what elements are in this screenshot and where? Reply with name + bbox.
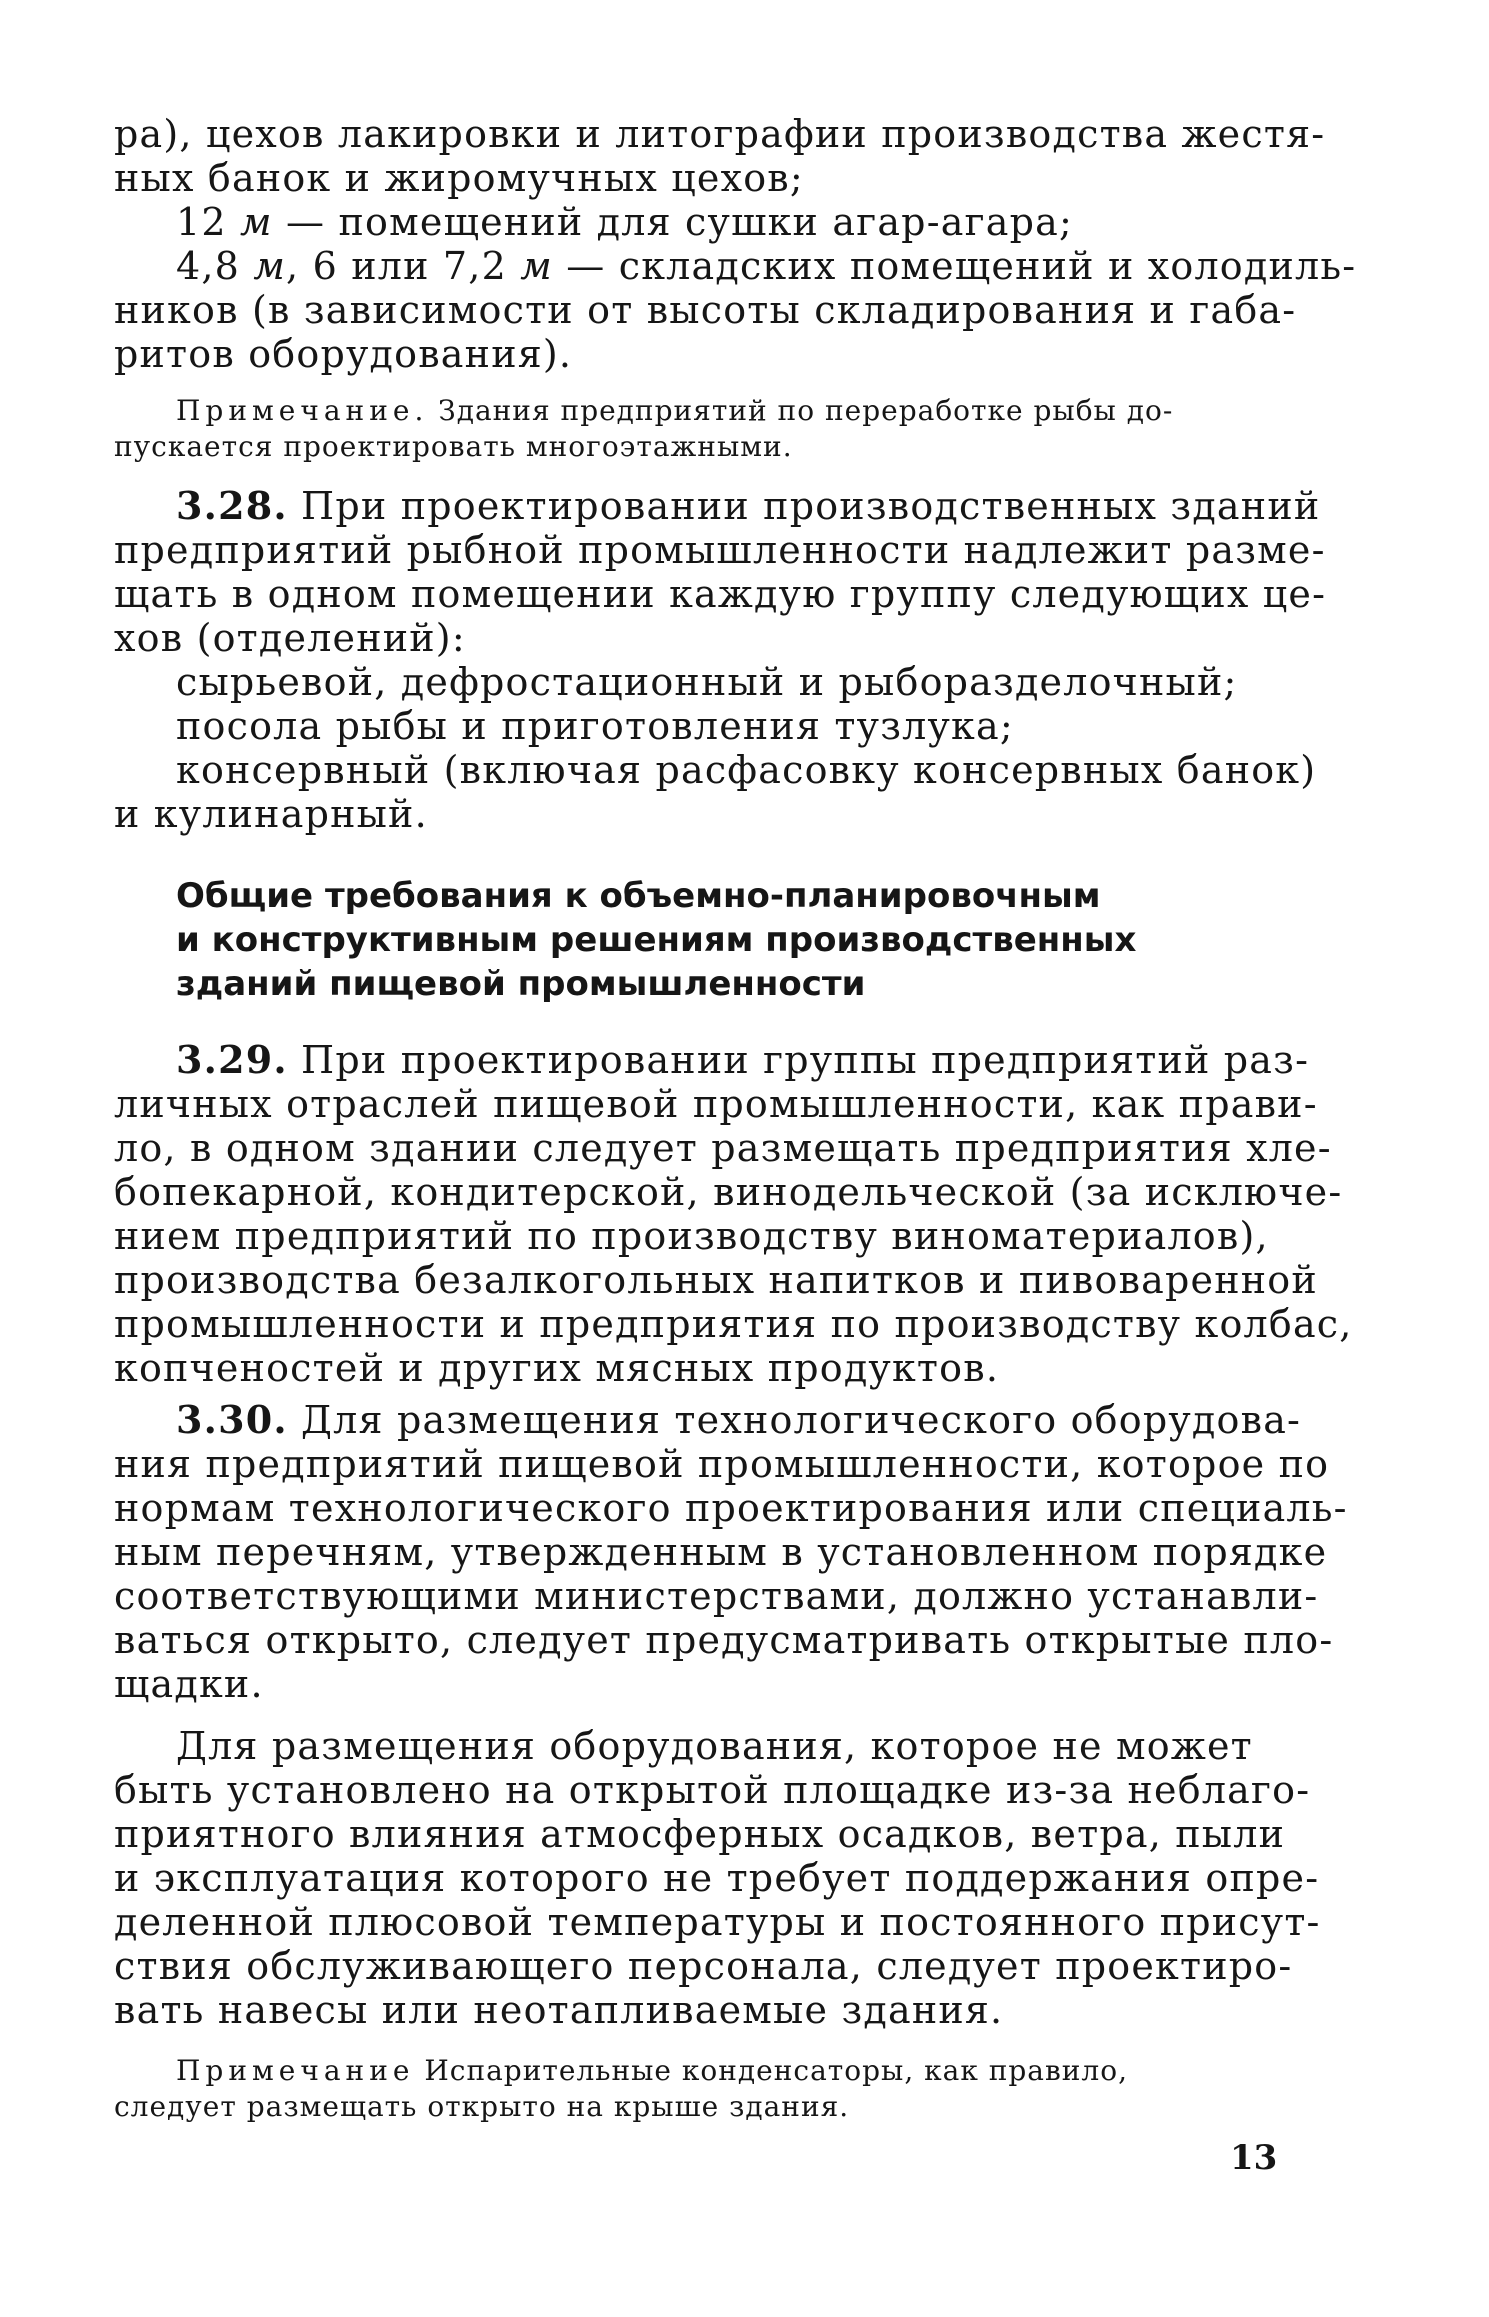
unit: м (240, 200, 273, 244)
text-line: ствия обслуживающего персонала, следует проектиро- (114, 1944, 1293, 1988)
unit: м (253, 244, 287, 288)
note-label: Примечание (176, 2054, 415, 2087)
text-line: щадки. (114, 1662, 264, 1706)
unit: м (520, 244, 553, 288)
note-line (176, 2054, 1294, 2088)
text-line: соответствующими министерствами, должно устанавли- (114, 1574, 1319, 1618)
text-line: щать в одном помещении каждую группу следующих це- (114, 572, 1327, 616)
paragraph-number: 3.30. (176, 1397, 288, 1442)
text-line: ра), цехов лакировки и литографии производства жестя- (114, 112, 1326, 156)
text-line: ным перечням, утвержденным в установленном порядке (114, 1530, 1328, 1574)
text-line: вать навесы или неотапливаемые здания. (114, 1988, 1004, 2032)
value: 12 (176, 200, 227, 244)
text: При проектировании группы предприятий раз- (287, 1038, 1310, 1082)
text-line: ваться открыто, следует предусматривать открытые пло- (114, 1618, 1334, 1662)
note-line: следует размещать открыто на крыше здания. (114, 2090, 850, 2123)
text: — складских помещений и холодиль- (552, 244, 1357, 288)
note-line (176, 394, 1294, 428)
paragraph-number: 3.28. (176, 483, 288, 528)
item-48m-line (176, 244, 1357, 288)
text-line: личных отраслей пищевой промышленности, как прави- (114, 1082, 1318, 1126)
text: При проектировании производственных зданий (287, 484, 1321, 528)
text-line: ло, в одном здании следует размещать предприятия хле- (114, 1126, 1332, 1170)
paragraph-3-28-start (176, 483, 1321, 528)
list-item: консервный (включая расфасовку консервных банок) (176, 748, 1317, 792)
list-item: сырьевой, дефростационный и рыборазделочный; (176, 660, 1238, 704)
text-line: нормам технологического проектирования или специаль- (114, 1486, 1348, 1530)
paragraph-number: 3.29. (176, 1037, 288, 1082)
value: 4,8 (176, 244, 241, 288)
text-line: бопекарной, кондитерской, винодельческой (за исключе- (114, 1170, 1343, 1214)
text: Для размещения технологического оборудова- (287, 1398, 1302, 1442)
text-line: производства безалкогольных напитков и пивоваренной (114, 1258, 1318, 1302)
note-line: пускается проектировать многоэтажными. (114, 430, 793, 463)
section-heading: Общие требования к объемно-планировочным (176, 876, 1101, 916)
text: , 6 или 7,2 (286, 244, 521, 288)
text-line: промышленности и предприятия по производству колбас, (114, 1302, 1353, 1346)
list-item: посола рыбы и приготовления тузлука; (176, 704, 1014, 748)
text-line: ритов оборудования). (114, 332, 573, 376)
text-line: ных банок и жиромучных цехов; (114, 156, 804, 200)
text-line: копченостей и других мясных продуктов. (114, 1346, 1000, 1390)
note-text: Здания предприятий по переработке рыбы до- (428, 394, 1174, 427)
text-line: предприятий рыбной промышленности надлежит разме- (114, 528, 1326, 572)
text-line: ников (в зависимости от высоты складирования и габа- (114, 288, 1297, 332)
text-line: ния предприятий пищевой промышленности, которое по (114, 1442, 1330, 1486)
text-line: быть установлено на открытой площадке из-за неблаго- (114, 1768, 1311, 1812)
note-text: Испарительные конденсаторы, как правило, (414, 2054, 1128, 2087)
paragraph-3-30-start (176, 1397, 1302, 1442)
text-line: деленной плюсовой температуры и постоянного присут- (114, 1900, 1321, 1944)
text-line: приятного влияния атмосферных осадков, ветра, пыли (114, 1812, 1286, 1856)
section-heading: и конструктивным решениям производственных (176, 920, 1137, 960)
text-line: нием предприятий по производству виноматериалов), (114, 1214, 1269, 1258)
text-line: и кулинарный. (114, 792, 428, 836)
text: — помещений для сушки агар-агара; (272, 200, 1073, 244)
text-line: и эксплуатация которого не требует поддержания опре- (114, 1856, 1320, 1900)
item-12m-line (176, 200, 1294, 244)
note-label: Примечание. (176, 394, 429, 427)
text-line: хов (отделений): (114, 616, 466, 660)
text-line: Для размещения оборудования, которое не может (176, 1724, 1253, 1768)
page-number: 13 (1230, 2138, 1278, 2178)
paragraph-3-29-start (176, 1037, 1310, 1082)
section-heading: зданий пищевой промышленности (176, 964, 866, 1004)
